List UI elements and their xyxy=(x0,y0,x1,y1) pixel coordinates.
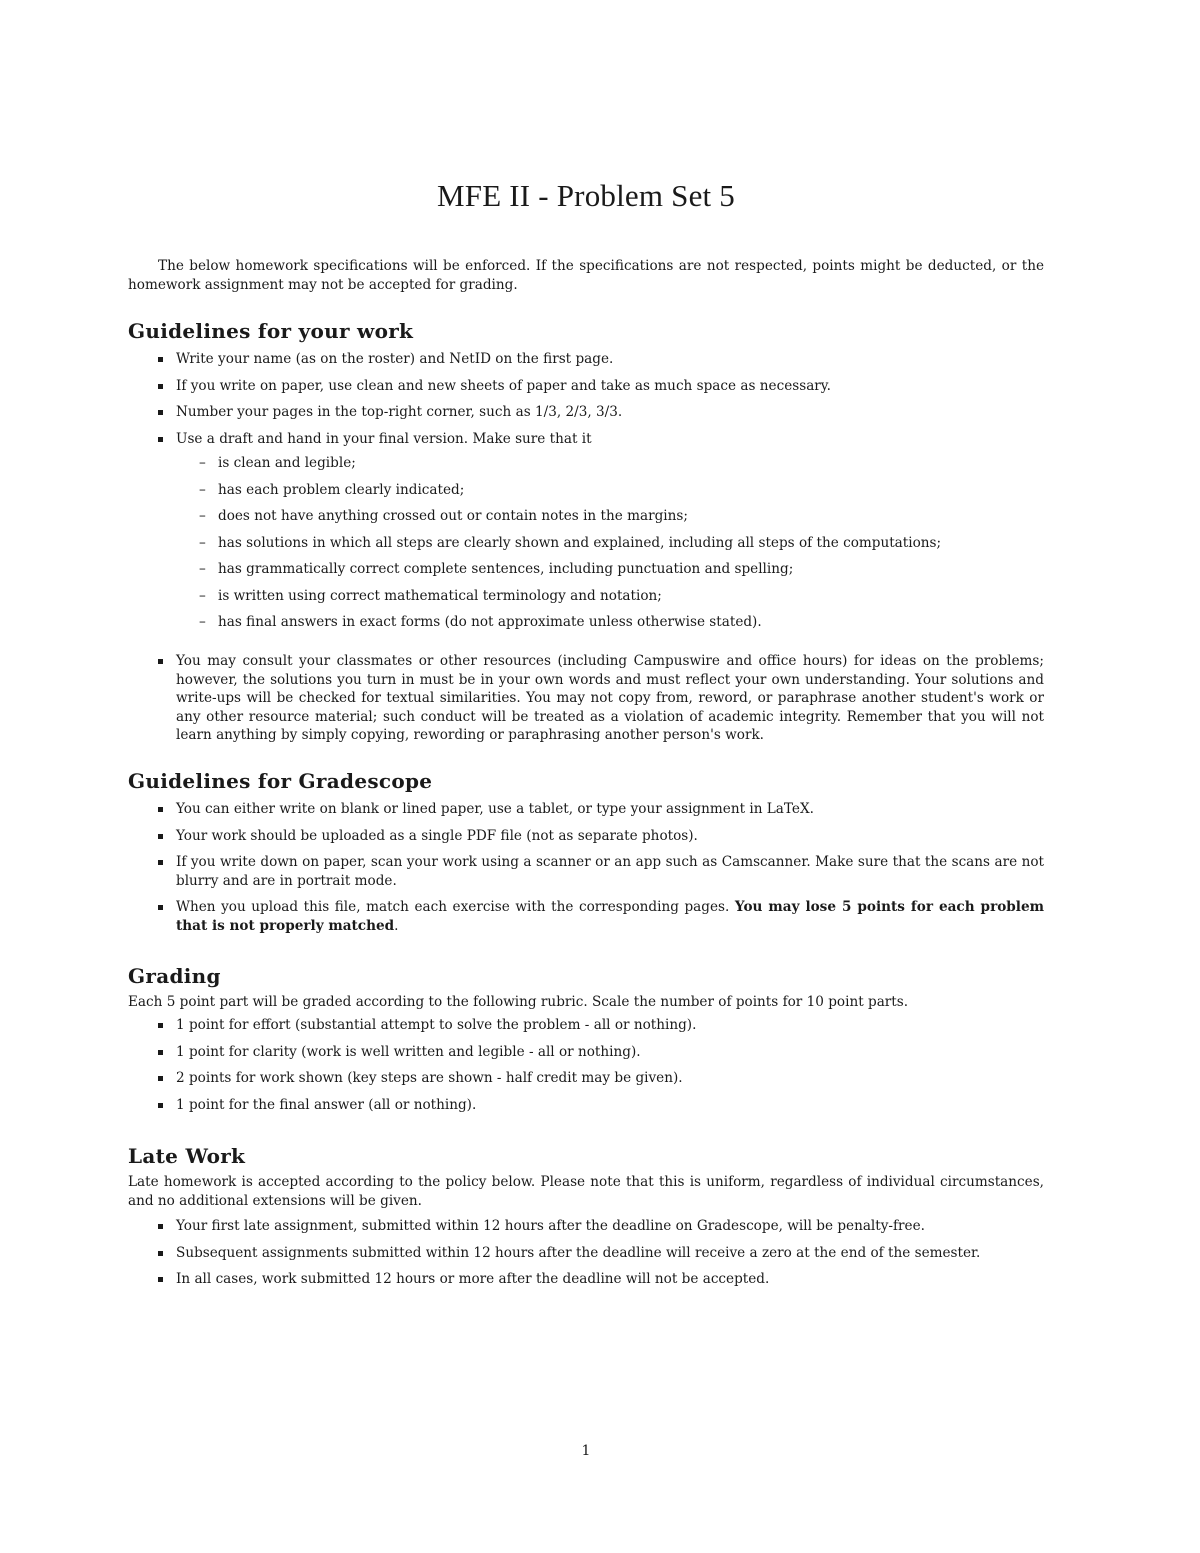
bullet-icon xyxy=(158,1103,163,1108)
late-work-description: Late homework is accepted according to the policy below. Please note that this is uniform, regardless of individual circumstances, and no additional extensions will be given. xyxy=(128,1174,1044,1209)
bullet-icon xyxy=(158,437,163,442)
sublist-item: – does not have anything crossed out or contain notes in the margins; xyxy=(199,508,688,524)
grading-rubric-list xyxy=(128,1016,1044,1114)
dash-icon: – xyxy=(199,534,206,551)
bullet-icon xyxy=(158,1050,163,1055)
list-item: Your work should be uploaded as a single PDF file (not as separate photos). xyxy=(128,827,1044,846)
bullet-icon xyxy=(158,1251,163,1256)
bullet-icon xyxy=(158,659,163,664)
gradescope-guidelines-section xyxy=(128,766,1044,935)
late-work-section xyxy=(128,1141,1044,1289)
matching-penalty-warning: You may lose 5 points for each problem that is not properly matched xyxy=(176,899,1044,934)
bullet-icon xyxy=(158,1277,163,1282)
page-number: 1 xyxy=(581,1443,591,1459)
bullet-icon xyxy=(158,1023,163,1028)
grading-description: Each 5 point part will be graded according to the following rubric. Scale the number of points for 10 point parts. xyxy=(128,994,909,1010)
sublist-item: – is written using correct mathematical terminology and notation; xyxy=(199,587,662,604)
list-item: Subsequent assignments submitted within 12 hours after the deadline will receive a zero at the end of the semester. xyxy=(128,1244,1044,1263)
late-work-heading: Late Work xyxy=(128,1144,246,1168)
list-item: 2 points for work shown (key steps are shown - half credit may be given). xyxy=(128,1069,1044,1088)
bullet-icon xyxy=(158,1224,163,1229)
list-item: In all cases, work submitted 12 hours or more after the deadline will not be accepted. xyxy=(128,1270,1044,1289)
list-item: If you write down on paper, scan your work using a scanner or an app such as Camscanner. Make sure that the scans are not blurry and are in portrait mode. xyxy=(128,853,1044,890)
sublist-item: – has solutions in which all steps are clearly shown and explained, including all steps of the computations; xyxy=(199,534,942,551)
bullet-icon xyxy=(158,905,163,910)
document-page xyxy=(128,0,1044,1553)
list-item: 1 point for effort (substantial attempt to solve the problem - all or nothing). xyxy=(128,1016,1044,1035)
dash-icon: – xyxy=(199,587,206,604)
late-work-list xyxy=(128,1217,1044,1289)
intro-paragraph: The below homework specifications will be enforced. If the specifications are not respected, points might be deducted, or the homework assignment may not be accepted for grading. xyxy=(128,258,1044,293)
list-item: 1 point for the final answer (all or nothing). xyxy=(128,1096,1044,1115)
list-item: 1 point for clarity (work is well written and legible - all or nothing). xyxy=(128,1043,1044,1062)
grading-heading: Grading xyxy=(128,964,221,988)
bullet-icon xyxy=(158,384,163,389)
work-guidelines-list xyxy=(128,350,1044,640)
dash-icon: – xyxy=(199,455,206,471)
bullet-icon xyxy=(158,860,163,865)
list-item: If you write on paper, use clean and new sheets of paper and take as much space as necessary. xyxy=(128,377,1044,396)
work-guidelines-section xyxy=(128,316,1044,648)
list-item: Your first late assignment, submitted within 12 hours after the deadline on Gradescope, will be penalty-free. xyxy=(128,1217,1044,1236)
gradescope-guidelines-heading: Guidelines for Gradescope xyxy=(128,769,433,793)
work-guidelines-heading: Guidelines for your work xyxy=(128,319,414,343)
sublist-item: – has each problem clearly indicated; xyxy=(199,481,465,498)
sublist-item: – is clean and legible; xyxy=(199,455,356,471)
dash-icon: – xyxy=(199,508,206,524)
list-item: Use a draft and hand in your final version. Make sure that it – is clean and legible; – has each problem clearly indicated; – does not have anything crossed out or contain notes in the margins; – has solutions in which all steps are clearly shown and explained, including all steps of the computations; – has grammatically correct complete sentences, including punctuation and spelling; – is written using correct mathematical terminology and notation; – has final answers in exact forms (do not approximate unless otherwise stated). xyxy=(128,430,1044,640)
bullet-icon xyxy=(158,807,163,812)
list-item: Number your pages in the top-right corner, such as 1/3, 2/3, 3/3. xyxy=(128,403,1044,422)
dash-icon: – xyxy=(199,561,206,577)
sublist-item: – has grammatically correct complete sentences, including punctuation and spelling; xyxy=(199,561,794,577)
collaboration-policy xyxy=(128,652,1044,745)
dash-icon: – xyxy=(199,481,206,498)
bullet-icon xyxy=(158,1076,163,1081)
gradescope-guidelines-list xyxy=(128,800,1044,935)
sublist-item: – has final answers in exact forms (do not approximate unless otherwise stated). xyxy=(199,614,762,630)
checklist-sublist xyxy=(176,454,1044,640)
list-item: You may consult your classmates or other resources (including Campuswire and office hours) for ideas on the problems; however, the solutions you turn in must be in your own words and must reflect your own understanding. Your solutions and write-ups will be checked for textual similarities. You may not copy from, reword, or paraphrase another student's work or any other resource material; such conduct will be treated as a violation of academic integrity. Remember that you will not learn anything by simply copying, rewording or paraphrasing another person's work. xyxy=(128,652,1044,745)
dash-icon: – xyxy=(199,614,206,630)
list-item: Write your name (as on the roster) and NetID on the first page. xyxy=(128,350,1044,369)
bullet-icon xyxy=(158,834,163,839)
bullet-icon xyxy=(158,357,163,362)
collaboration-list xyxy=(128,652,1044,745)
list-item: When you upload this file, match each exercise with the corresponding pages. You may lose 5 points for each problem that is not properly matched. xyxy=(128,898,1044,935)
grading-section xyxy=(128,961,1044,1114)
document-title: MFE II - Problem Set 5 xyxy=(436,178,736,213)
list-item: You can either write on blank or lined paper, use a tablet, or type your assignment in LaTeX. xyxy=(128,800,1044,819)
bullet-icon xyxy=(158,410,163,415)
